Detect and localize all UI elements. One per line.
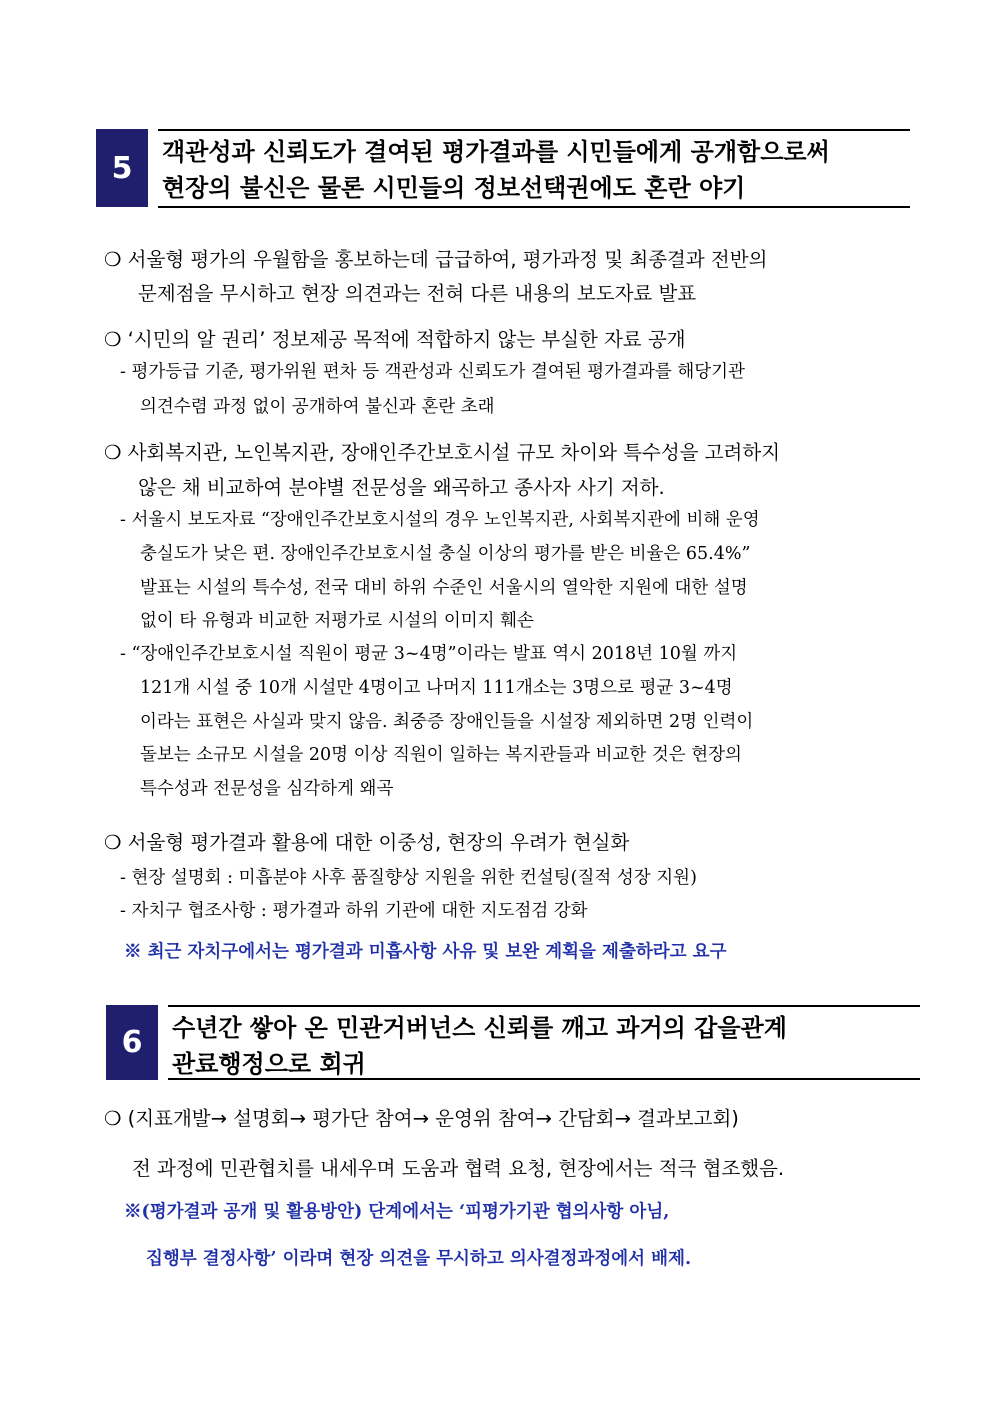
sub-item: - “장애인주간보호시설 직원이 평균 3~4명”이라는 발표 역시 2018년 10월 까지 <box>120 644 738 664</box>
bullet-item: ❍ 사회복지관, 노인복지관, 장애인주간보호시설 규모 차이와 특수성을 고려하지 <box>104 441 781 464</box>
bullet-item-continued: 않은 채 비교하여 분야별 전문성을 왜곡하고 종사자 사기 저하. <box>138 476 665 499</box>
bullet-item-continued: 문제점을 무시하고 현장 의견과는 전혀 다른 내용의 보도자료 발표 <box>138 282 697 305</box>
section-5-header <box>96 129 910 208</box>
sub-item: - 현장 설명회 : 미흡분야 사후 품질향상 지원을 위한 컨설팅(질적 성장 지원) <box>120 868 697 888</box>
section-number-badge: 5 <box>96 129 148 207</box>
bullet-item: ❍ (지표개발→ 설명회→ 평가단 참여→ 운영위 참여→ 간담회→ 결과보고회) <box>104 1107 739 1130</box>
sub-item-continued: 돌보는 소규모 시설을 20명 이상 직원이 일하는 복지관들과 비교한 것은 현장의 <box>140 745 742 765</box>
section-title-line: 현장의 불신은 물론 시민들의 정보선택권에도 혼란 야기 <box>162 174 746 202</box>
sub-item-continued: 특수성과 전문성을 심각하게 왜곡 <box>140 779 394 799</box>
sub-item-continued: 의견수렴 과정 없이 공개하여 불신과 혼란 초래 <box>140 397 495 417</box>
sub-item: - 자치구 협조사항 : 평가결과 하위 기관에 대한 지도점검 강화 <box>120 901 588 921</box>
sub-item: - 평가등급 기준, 평가위원 편차 등 객관성과 신뢰도가 결여된 평가결과를 해당기관 <box>120 362 745 382</box>
section-title-line: 수년간 쌓아 온 민관거버넌스 신뢰를 깨고 과거의 갑을관계 <box>172 1014 787 1042</box>
bullet-item-continued: 전 과정에 민관협치를 내세우며 도움과 협력 요청, 현장에서는 적극 협조했음. <box>132 1157 785 1180</box>
highlight-note: ※ 최근 자치구에서는 평가결과 미흡사항 사유 및 보완 계획을 제출하라고 요구 <box>124 942 727 962</box>
bullet-item: ❍ ‘시민의 알 권리’ 정보제공 목적에 적합하지 않는 부실한 자료 공개 <box>104 328 686 351</box>
sub-item-continued: 충실도가 낮은 편. 장애인주간보호시설 충실 이상의 평가를 받은 비율은 65.4%” <box>140 544 751 564</box>
section-title-line: 객관성과 신뢰도가 결여된 평가결과를 시민들에게 공개함으로써 <box>162 138 830 166</box>
sub-item-continued: 121개 시설 중 10개 시설만 4명이고 나머지 111개소는 3명으로 평균 3~4명 <box>140 678 733 698</box>
section-title <box>168 1005 920 1080</box>
highlight-note-continued: 집행부 결정사항’ 이라며 현장 의견을 무시하고 의사결정과정에서 배제. <box>146 1249 692 1269</box>
bullet-item: ❍ 서울형 평가의 우월함을 홍보하는데 급급하여, 평가과정 및 최종결과 전반의 <box>104 248 768 271</box>
sub-item-continued: 이라는 표현은 사실과 맞지 않음. 최중증 장애인들을 시설장 제외하면 2명 인력이 <box>140 712 754 732</box>
section-title <box>158 129 910 208</box>
sub-item-continued: 발표는 시설의 특수성, 전국 대비 하위 수준인 서울시의 열악한 지원에 대한 설명 <box>140 578 748 598</box>
sub-item: - 서울시 보도자료 “장애인주간보호시설의 경우 노인복지관, 사회복지관에 비해 운영 <box>120 510 760 530</box>
sub-item-continued: 없이 타 유형과 비교한 저평가로 시설의 이미지 훼손 <box>140 611 534 631</box>
section-6-header <box>106 1005 920 1080</box>
section-number-badge: 6 <box>106 1005 158 1080</box>
section-title-line: 관료행정으로 회귀 <box>172 1050 366 1078</box>
highlight-note: ※(평가결과 공개 및 활용방안) 단계에서는 ‘피평가기관 협의사항 아님, <box>124 1202 670 1222</box>
bullet-item: ❍ 서울형 평가결과 활용에 대한 이중성, 현장의 우려가 현실화 <box>104 831 630 854</box>
